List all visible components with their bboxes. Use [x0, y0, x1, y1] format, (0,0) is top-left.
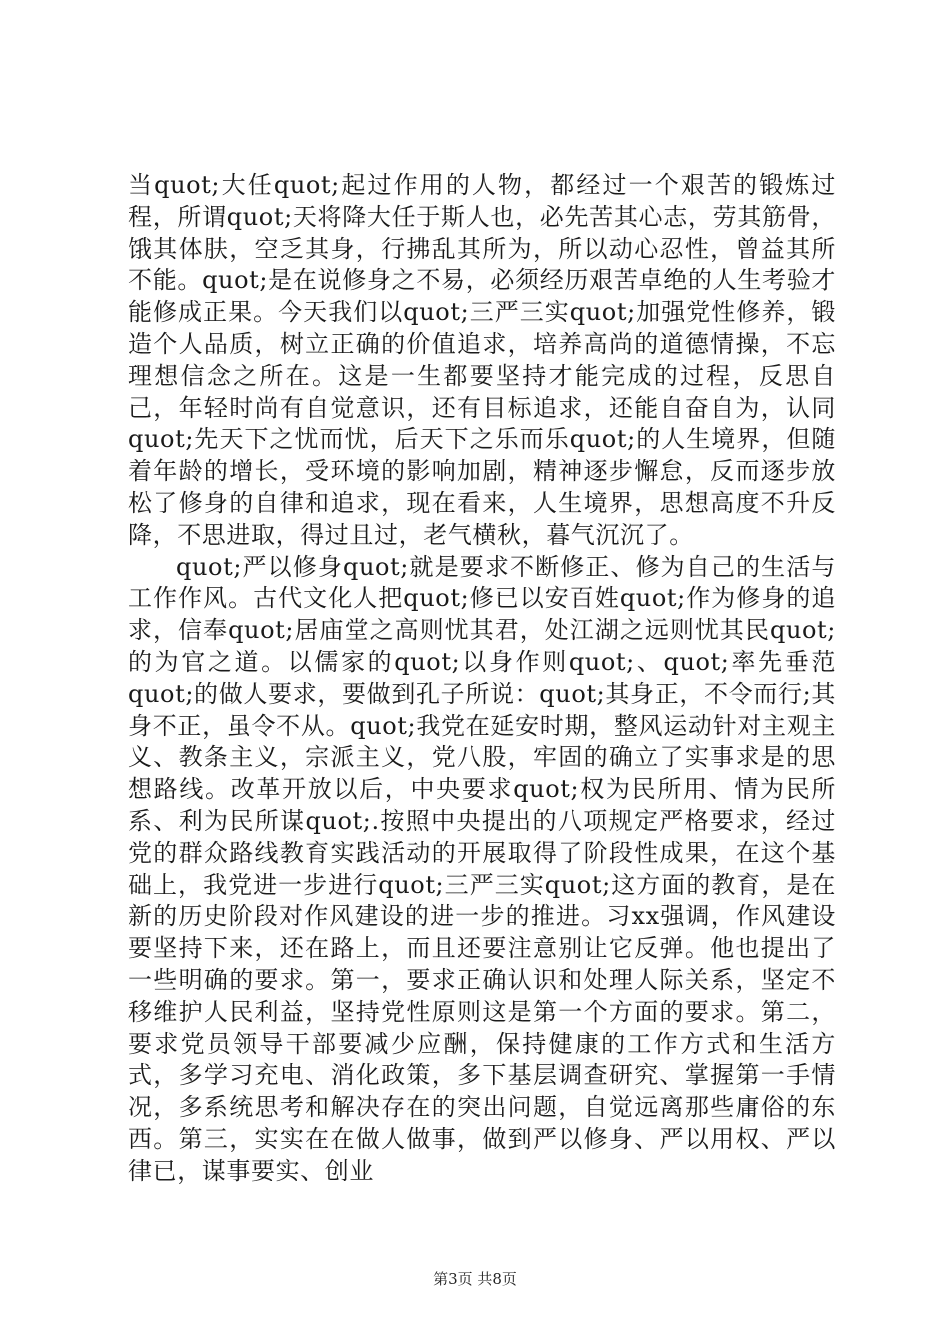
document-body	[128, 170, 836, 1188]
paragraph: quot;严以修身quot;就是要求不断修正、修为自己的生活与工作作风。古代文化人把quot;修已以安百姓quot;作为修身的追求，信奉quot;居庙堂之高则忧其君，处江湖之远则忧其民quot;的为官之道。以儒家的quot;以身作则quot;、quot;率先垂范quot;的做人要求，要做到孔子所说：quot;其身正，不令而行;其身不正，虽令不从。quot;我党在延安时期，整风运动针对主观主义、教条主义，宗派主义，党八股，牢固的确立了实事求是的思想路线。改革开放以后，中央要求quot;权为民所用、情为民所系、利为民所谋quot;.按照中央提出的八项规定严格要求，经过党的群众路线教育实践活动的开展取得了阶段性成果，在这个基础上，我党进一步进行quot;三严三实quot;这方面的教育，是在新的历史阶段对作风建设的进一步的推进。习xx强调，作风建设要坚持下来，还在路上，而且还要注意别让它反弹。他也提出了一些明确的要求。第一，要求正确认识和处理人际关系，坚定不移维护人民利益，坚持党性原则这是第一个方面的要求。第二，要求党员领导干部要减少应酬，保持健康的工作方式和生活方式，多学习充电、消化政策，多下基层调查研究、掌握第一手情况，多系统思考和解决存在的突出问题，自觉远离那些庸俗的东西。第三，实实在在做人做事，做到严以修身、严以用权、严以律已，谋事要实、创业	[128, 552, 836, 1185]
page-footer: 第3页 共8页	[433, 1270, 517, 1288]
paragraph: 当quot;大任quot;起过作用的人物，都经过一个艰苦的锻炼过程，所谓quot;天将降大任于斯人也，必先苦其心志，劳其筋骨，饿其体肤，空乏其身，行拂乱其所为，所以动心忍性，曾益其所不能。quot;是在说修身之不易，必须经历艰苦卓绝的人生考验才能修成正果。今天我们以quot;三严三实quot;加强党性修养，锻造个人品质，树立正确的价值追求，培养高尚的道德情操，不忘理想信念之所在。这是一生都要坚持才能完成的过程，反思自己，年轻时尚有自觉意识，还有目标追求，还能自奋自为，认同quot;先天下之忧而忧，后天下之乐而乐quot;的人生境界，但随着年龄的增长，受环境的影响加剧，精神逐步懈怠，反而逐步放松了修身的自律和追求，现在看来，人生境界，思想高度不升反降，不思进取，得过且过，老气横秋，暮气沉沉了。	[128, 171, 836, 549]
